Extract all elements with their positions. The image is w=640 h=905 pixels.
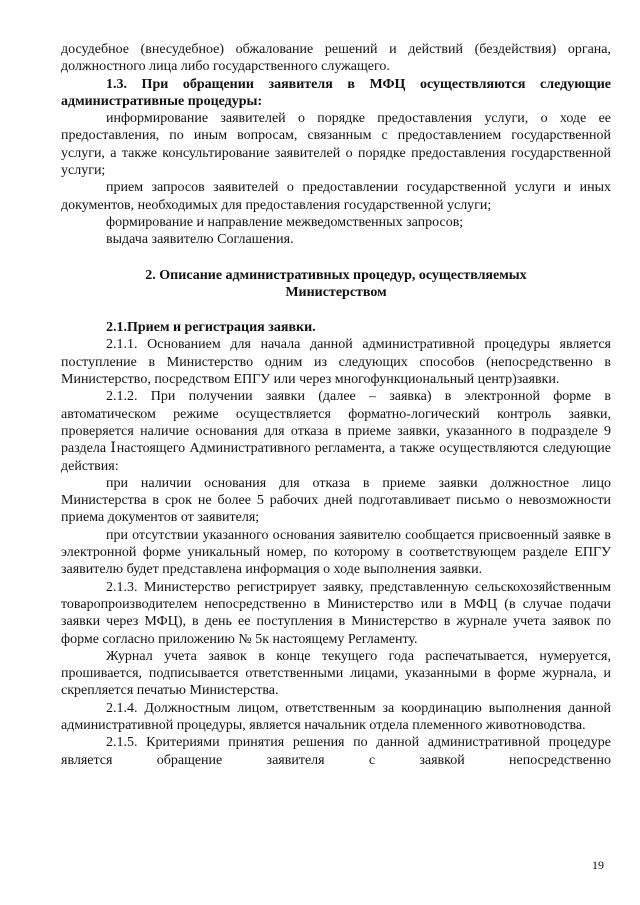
spacer <box>61 249 611 267</box>
paragraph-no-refusal-case: при отсутствии указанного основания заявителю сообщается присвоенный заявке в электронной форме уникальный номер, по которому в соответствующем разделе ЕПГУ заявителю будет представлена информация о ходе выполнения заявки. <box>61 527 611 578</box>
paragraph-continuation: досудебное (внесудебное) обжалование решений и действий (бездействия) органа, должностного лица либо государственного служащего. <box>61 42 611 75</box>
document-page <box>61 41 611 769</box>
paragraph-journal: Журнал учета заявок в конце текущего года распечатывается, нумеруется, прошивается, подписывается ответственными лицами, указанными в форме журнала, и скрепляется печатью Министерства. <box>61 648 611 699</box>
paragraph-2-1-3: 2.1.3. Министерство регистрирует заявку, представленную сельскохозяйственным товаропроизводителем непосредственно в Министерство или в МФЦ (в случае подачи заявки через МФЦ), в день ее поступления в Министерство в журнале учета заявок по форме согласно приложению № 5к настоящему Регламенту. <box>61 579 611 647</box>
mfc-item-issue-agreement: выдача заявителю Соглашения. <box>106 232 294 248</box>
paragraph-2-1-2: 2.1.2. При получении заявки (далее – заявка) в электронной форме в автоматическом режиме осуществляется форматно-логический контроль заявки, проверяется наличие основания для отказа в приеме заявки, указанного в подразделе 9 раздела Ⅰнастоящего Административного регламента, а также осуществляются следующие действия: <box>61 389 611 474</box>
spacer <box>61 301 611 319</box>
heading-1-3: 1.3. При обращении заявителя в МФЦ осуществляются следующие административные процедуры: <box>61 76 611 109</box>
section-2-title: 2. Описание административных процедур, осуществляемых Министерством <box>145 267 527 300</box>
heading-2-1: 2.1.Прием и регистрация заявки. <box>106 320 316 336</box>
paragraph-2-1-5: 2.1.5. Критериями принятия решения по данной административной процедуре является обращение заявителя с заявкой непосредственно <box>61 735 611 768</box>
paragraph-2-1-1: 2.1.1. Основанием для начала данной административной процедуры является поступление в Министерство одним из следующих способов (непосредственно в Министерство, посредством ЕПГУ или через многофункциональный центр)заявки. <box>61 337 611 388</box>
paragraph-2-1-4: 2.1.4. Должностным лицом, ответственным за координацию выполнения данной административной процедуры, является начальник отдела племенного животноводства. <box>61 700 611 733</box>
paragraph-refusal-case: при наличии основания для отказа в приеме заявки должностное лицо Министерства в срок не более 5 рабочих дней подготавливает письмо о невозможности приема документов от заявителя; <box>61 475 611 526</box>
mfc-item-reception: прием запросов заявителей о предоставлении государственной услуги и иных документов, необходимых для предоставления государственной услуги; <box>61 180 611 213</box>
page-number: 19 <box>592 858 604 872</box>
mfc-item-informing: информирование заявителей о порядке предоставления услуги, о ходе ее предоставления, по иным вопросам, связанным с предоставлением государственной услуги, а также консультирование заявителей о порядке предоставления государственной услуги; <box>61 111 611 179</box>
mfc-item-interagency-requests: формирование и направление межведомственных запросов; <box>106 214 464 230</box>
